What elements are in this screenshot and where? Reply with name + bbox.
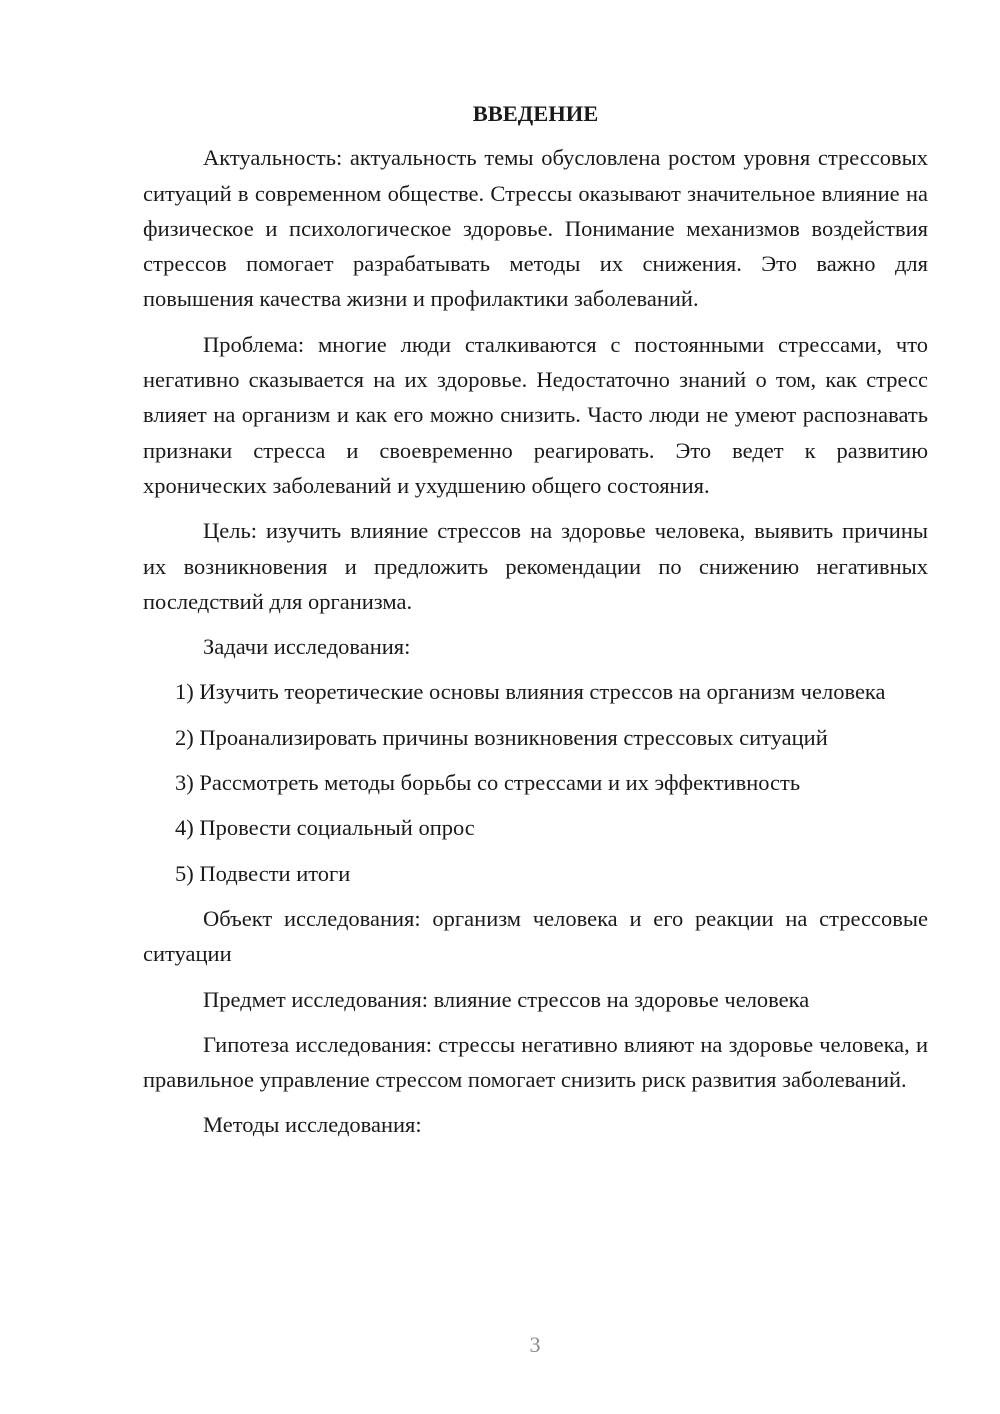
page-content xyxy=(143,96,928,1153)
paragraph-object: Объект исследования: организм человека и его реакции на стрессовые ситуации xyxy=(143,905,928,967)
paragraph-goal: Цель: изучить влияние стрессов на здоровье человека, выявить причины их возникновения и предложить рекомендации по снижению негативных последствий для организма. xyxy=(143,518,928,614)
task-item: 1) Изучить теоретические основы влияния стрессов на организм человека xyxy=(175,679,886,705)
task-item: 5) Подвести итоги xyxy=(175,860,351,886)
task-item: 4) Провести социальный опрос xyxy=(175,815,475,841)
section-title: ВВЕДЕНИЕ xyxy=(472,101,599,126)
paragraph-tasks-heading: Задачи исследования: xyxy=(203,634,411,660)
paragraph-hypothesis: Гипотеза исследования: стрессы негативно влияют на здоровье человека, и правильное управление стрессом помогает снизить риск развития заболеваний. xyxy=(143,1031,928,1093)
task-item: 3) Рассмотреть методы борьбы со стрессами и их эффективность xyxy=(175,770,801,796)
task-item: 2) Проанализировать причины возникновения стрессовых ситуаций xyxy=(175,724,828,750)
paragraph-relevance: Актуальность: актуальность темы обусловлена ростом уровня стрессовых ситуаций в современном обществе. Стрессы оказывают значительное влияние на физическое и психологическое здоровье. Понимание механизмов воздействия стрессов помогает разрабатывать методы их снижения. Это важно для повышения качества жизни и профилактики заболеваний. xyxy=(143,145,928,312)
paragraph-problem: Проблема: многие люди сталкиваются с постоянными стрессами, что негативно сказывается на их здоровье. Недостаточно знаний о том, как стресс влияет на организм и как его можно снизить. Часто люди не умеют распознавать признаки стресса и своевременно реагировать. Это ведет к развитию хронических заболеваний и ухудшению общего состояния. xyxy=(143,331,928,498)
paragraph-subject: Предмет исследования: влияние стрессов на здоровье человека xyxy=(203,986,810,1012)
page-number: 3 xyxy=(529,1332,541,1357)
paragraph-methods-heading: Методы исследования: xyxy=(203,1112,422,1138)
